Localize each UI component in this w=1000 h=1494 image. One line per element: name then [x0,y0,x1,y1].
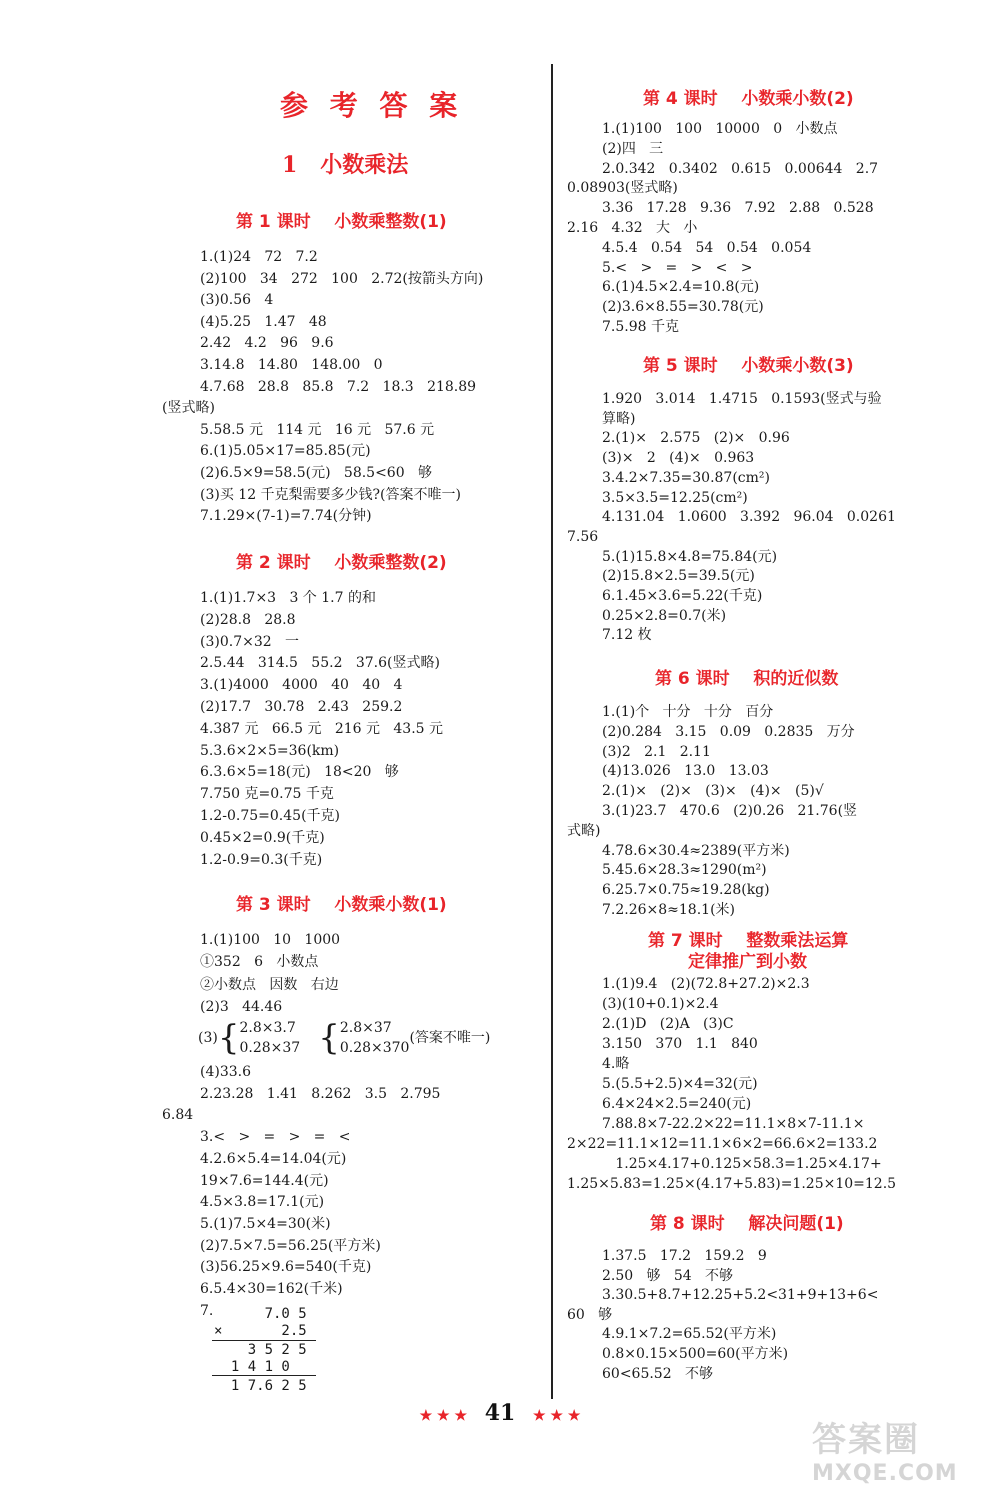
left-brace-icon: { [217,1018,240,1058]
answer-line: 1.2-0.75=0.45(千克) [200,808,340,824]
answer-line: 1.25×4.17+0.125×58.3=1.25×4.17+ [602,1156,882,1172]
answer-line: 7.12 枚 [602,627,652,644]
answer-line: 5.58.5 元 114 元 16 元 57.6 元 [200,421,435,438]
lesson1-heading: 第 1 课时 小数乘整数(1) [236,212,447,232]
answer-line: 60 够 [567,1306,613,1323]
answer-line: (3)56.25×9.6=540(千克) [200,1259,372,1276]
answer-line: 19×7.6=144.4(元) [200,1172,329,1189]
answer-line: ①352 6 小数点 [200,954,319,971]
answer-line: 0.45×2=0.9(千克) [200,829,325,846]
answer-line: 7.1.29×(7-1)=7.74(分钟) [200,508,372,525]
answer-line: (2)28.8 28.8 [200,611,296,628]
answer-line: 4.131.04 1.0600 3.392 96.04 0.0261 [602,509,896,526]
answer-line: 4.略 [602,1056,630,1072]
answer-line: ②小数点 因数 右边 [200,976,339,993]
answer-line: (3)× 2 (4)× 0.963 [602,450,755,467]
lesson8-heading: 第 8 课时 解决问题(1) [650,1214,844,1234]
answer-line: 0.8×0.15×500=60(平方米) [602,1346,789,1362]
answer-line: 7.5.98 千克 [602,319,679,335]
answer-line: 7.88.8×7-22.2×22=11.1×8×7-11.1× [602,1116,865,1132]
answer-line: 0.08903(竖式略) [567,180,678,197]
answer-line: 7.750 克=0.75 千克 [200,786,334,803]
answer-line: 3.30.5+8.7+12.25+5.2<31+9+13+6< [602,1287,879,1304]
left-brace-icon: { [318,1018,340,1058]
section-title: 1 小数乘法 [282,152,409,178]
lesson3-heading: 第 3 课时 小数乘小数(1) [236,895,447,915]
answer-line: 2.50 够 54 不够 [602,1267,734,1284]
answer-line: (2)3.6×8.55=30.78(元) [602,299,764,316]
answer-line: 4.5×3.8=17.1(元) [200,1194,325,1211]
lesson6-heading: 第 6 课时 积的近似数 [655,669,839,689]
page-number: 41 [484,1400,516,1426]
answer-line: 3.5×3.5=12.25(cm²) [602,489,748,506]
answer-line: 5.(1)7.5×4=30(米) [200,1215,331,1232]
answer-line: 1.25×5.83=1.25×(4.17+5.83)=1.25×10=12.5 [567,1176,897,1192]
answer-line: (2)四 三 [602,140,664,157]
brace-b1: 2.8×37 [339,1020,392,1036]
watermark-logo [812,1412,982,1486]
brace-a1: 2.8×3.7 [239,1020,296,1036]
answer-line: 1.(1)100 100 10000 0 小数点 [602,121,838,137]
answer-line: 1.(1)24 72 7.2 [200,249,318,265]
answer-line: 3.< > = > = < [200,1129,351,1146]
vertical-line: 1 4 1 0 [214,1359,290,1375]
column-divider [551,64,553,1399]
answer-line: 4.5.4 0.54 54 0.54 0.054 [602,239,812,256]
answer-line: (3)(10+0.1)×2.4 [602,996,719,1012]
brace-a2: 0.28×37 [239,1040,301,1056]
answer-line: 2×22=11.1×12=11.1×6×2=66.6×2=133.2 [567,1136,878,1152]
answer-line: 4.9.1×7.2=65.52(平方米) [602,1326,777,1343]
answer-line: 4.78.6×30.4≈2389(平方米) [602,842,790,859]
answer-line: (2)3 44.46 [200,998,283,1015]
page-title: 参 考 答 案 [280,89,464,122]
answer-line: 1.2-0.9=0.3(千克) [200,851,323,868]
answer-line: 1.920 3.014 1.4715 0.1593(竖式与验 [602,391,882,407]
answer-line: 0.25×2.8=0.7(米) [602,607,727,624]
answer-line: (竖式略) [162,400,215,417]
lesson5-heading: 第 5 课时 小数乘小数(3) [643,356,854,376]
answer-line: (3)0.56 4 [200,292,274,309]
answer-line: 6.84 [162,1107,194,1124]
lesson4-heading: 第 4 课时 小数乘小数(2) [643,89,854,109]
answer-line: 2.(1)× (2)× (3)× (4)× (5)√ [602,783,824,800]
answer-line: (3)0.7×32 一 [200,633,299,650]
brace-answer [198,1018,490,1058]
vertical-line: 7.0 5 [214,1306,307,1322]
answer-line: 2.0.342 0.3402 0.615 0.00644 2.7 [602,160,879,177]
lesson7-heading-1: 第 7 课时 整数乘法运算 [648,931,849,951]
answer-line: 3.4.2×7.35=30.87(cm²) [602,469,770,486]
watermark-top: 答案圈 [812,1420,920,1460]
answer-line: 60<65.52 不够 [602,1365,713,1382]
answer-line: 4.7.68 28.8 85.8 7.2 18.3 218.89 [200,378,477,395]
answer-line: 6.4×24×2.5=240(元) [602,1096,752,1112]
answer-line: 6.5.4×30=162(千米) [200,1281,343,1297]
star-icon: ★ ★ ★ [532,1408,581,1424]
answer-line: 1.(1)100 10 1000 [200,932,341,948]
answer-line: 1.37.5 17.2 159.2 9 [602,1248,767,1264]
star-icon: ★ ★ ★ [419,1408,468,1424]
answer-line: 式略) [567,822,601,839]
answer-line: 1.(1)个 十分 十分 百分 [602,704,774,720]
answer-line: 5.< > = > < > [602,259,753,276]
answer-line: 4.2.6×5.4=14.04(元) [200,1150,347,1167]
answer-line: (4)13.026 13.0 13.03 [602,763,769,780]
lesson2-heading: 第 2 课时 小数乘整数(2) [236,553,447,573]
answer-line: 2.5.44 314.5 55.2 37.6(竖式略) [200,655,440,672]
answer-line: 3.150 370 1.1 840 [602,1036,758,1052]
answer-line: (2)17.7 30.78 2.43 259.2 [200,699,403,715]
answer-line: 算略) [602,410,636,427]
answer-line: 5.3.6×2×5=36(km) [200,742,340,759]
answer-line: (3)2 2.1 2.11 [602,743,711,760]
brace-prefix: (3) [198,1030,218,1046]
answer-line: 2.16 4.32 大 小 [567,220,698,236]
answer-line: (4)5.25 1.47 48 [200,313,327,330]
answer-line: 6.1.45×3.6=5.22(千克) [602,588,763,604]
answer-line: 3.(1)4000 4000 40 40 4 [200,677,403,694]
vertical-line: 3 5 2 5 [214,1342,307,1358]
answer-line: 3.(1)23.7 470.6 (2)0.26 21.76(竖 [602,803,858,819]
answer-line: (2)100 34 272 100 2.72(按箭头方向) [200,270,484,287]
rule-1 [212,1340,316,1341]
brace-note: (答案不唯一) [409,1030,491,1046]
answer-line: (4)33.6 [200,1064,252,1080]
answer-line: 5.45.6×28.3≈1290(m²) [602,862,767,879]
answer-line: 7.2.26×8≈18.1(米) [602,902,735,918]
watermark-bottom: MXQE.COM [812,1461,958,1486]
answer-line: (2)7.5×7.5=56.25(平方米) [200,1237,381,1254]
answer-line: 6.(1)5.05×17=85.85(元) [200,443,371,460]
answer-line: 3.14.8 14.80 148.00 0 [200,357,383,373]
vertical-line: 1 7.6 2 5 [214,1378,307,1394]
answer-line: 7. [200,1302,214,1319]
answer-line: 1.(1)9.4 (2)(72.8+27.2)×2.3 [602,976,810,992]
answer-line: (2)15.8×2.5=39.5(元) [602,568,755,585]
answer-line: 2.23.28 1.41 8.262 3.5 2.795 [200,1085,441,1102]
answer-line: 2.(1)D (2)A (3)C [602,1016,734,1032]
answer-line: 2.42 4.2 96 9.6 [200,335,334,352]
answer-line: 1.(1)1.7×3 3 个 1.7 的和 [200,590,376,606]
answer-line: 5.(5.5+2.5)×4=32(元) [602,1076,758,1092]
answer-line: (2)0.284 3.15 0.09 0.2835 万分 [602,723,855,740]
answer-line: 5.(1)15.8×4.8=75.84(元) [602,548,778,565]
answer-line: 2.(1)× 2.575 (2)× 0.96 [602,430,790,447]
answer-line: 3.36 17.28 9.36 7.92 2.88 0.528 [602,200,874,217]
answer-line: 6.(1)4.5×2.4=10.8(元) [602,279,760,296]
answer-line: 4.387 元 66.5 元 216 元 43.5 元 [200,720,443,737]
brace-b2: 0.28×370 [339,1040,410,1056]
answer-line: 6.25.7×0.75≈19.28(kg) [602,882,770,899]
vertical-line: × 2.5 [214,1323,307,1339]
rule-2 [212,1375,316,1376]
answer-line: (3)买 12 千克梨需要多少钱?(答案不唯一) [200,486,461,503]
answer-line: (2)6.5×9=58.5(元) 58.5<60 够 [200,465,432,481]
answer-line: 6.3.6×5=18(元) 18<20 够 [200,764,399,781]
answer-line: 7.56 [567,528,599,545]
lesson7-heading-2: 定律推广到小数 [688,952,807,972]
